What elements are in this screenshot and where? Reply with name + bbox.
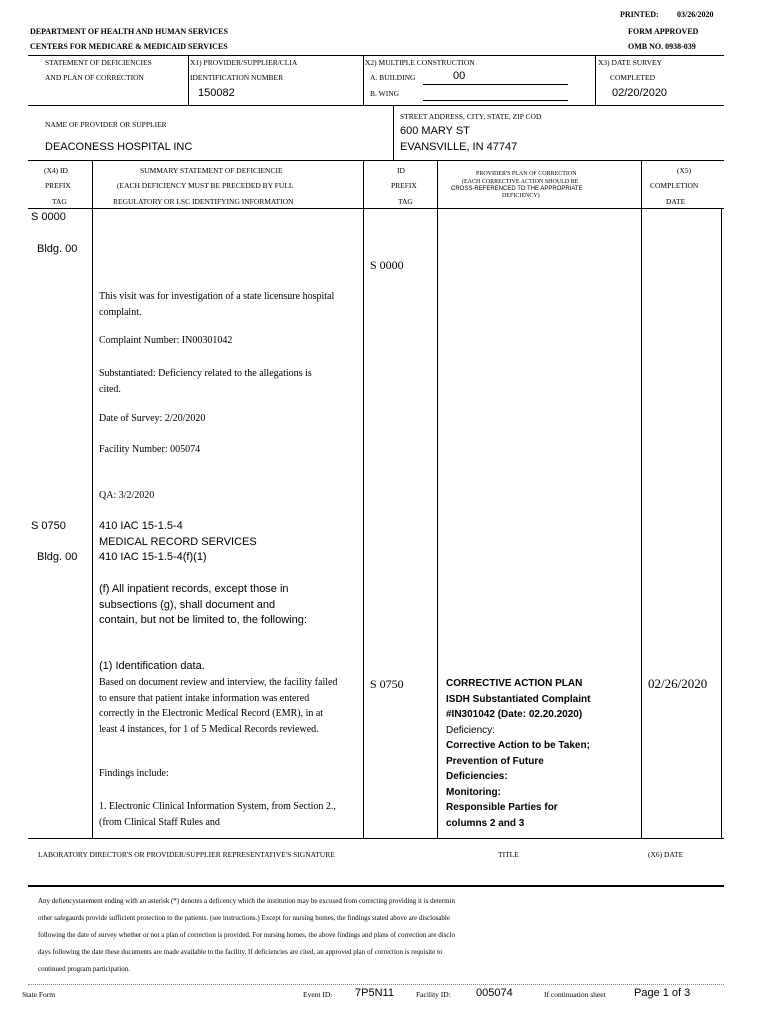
plan-header: PROVIDER'S PLAN OF CORRECTION <box>476 171 577 177</box>
cap-line-2: ISDH Substantiated Complaint <box>446 693 591 705</box>
findings-include: Findings include: <box>99 768 169 779</box>
address-label: STREET ADDRESS, CITY, STATE, ZIP COD <box>400 112 542 121</box>
rule <box>393 105 394 160</box>
printed-label: PRINTED: <box>620 10 659 19</box>
plan-label: AND PLAN OF CORRECTION <box>45 73 144 82</box>
completion-date: 02/26/2020 <box>648 676 708 691</box>
rule <box>28 838 724 839</box>
provider-name: DEACONESS HOSPITAL INC <box>45 141 193 153</box>
building-underline <box>423 84 568 85</box>
subsection-f-text: (f) All inpatient records, except those in subsections (g), shall document and contain, but not be limited to, the following: <box>99 583 307 626</box>
item1-text: 1. Electronic Clinical Information System, from Section 2., (from Clinical Staff Rules and <box>99 801 336 828</box>
rule <box>363 55 364 105</box>
visit-text: This visit was for investigation of a state licensure hospital complaint. <box>99 291 335 318</box>
rule <box>363 160 364 208</box>
building-value: 00 <box>453 70 466 82</box>
qa-text: QA: 3/2/2020 <box>99 490 155 501</box>
plan-sub3: DEFICIENCY) <box>502 193 540 199</box>
item1-paragraph <box>99 799 339 830</box>
x5-header: (X5) <box>677 166 692 175</box>
provider-name-label: NAME OF PROVIDER OR SUPPLIER <box>45 120 167 129</box>
department-title: DEPARTMENT OF HEALTH AND HUMAN SERVICES <box>30 27 228 36</box>
rule <box>28 984 724 985</box>
identification-data: (1) Identification data. <box>99 660 205 672</box>
tag-s0750-right: S 0750 <box>370 677 404 691</box>
x1-label: X1) PROVIDER/SUPPLIER/CLIA <box>190 58 298 67</box>
finding-text: Based on document review and interview, the facility failed to ensure that patient intake information was entered correctly in the Electronic Medical Record (EMR), in at least 4 instances, for 1 of 5 Medical Records reviewed. <box>99 677 338 735</box>
rule <box>721 208 722 838</box>
rule <box>28 105 724 106</box>
notice-line-2: other safegaurds provide sufficient protection to the patients. (see instructions.) Except for nursing homes, the findings stated above are disclosable <box>38 914 450 922</box>
address-city: EVANSVILLE, IN 47747 <box>400 141 518 153</box>
omb-number: OMB NO. 0938-039 <box>628 42 696 51</box>
notice-line-5: continued program participation. <box>38 965 130 973</box>
rule <box>28 55 724 56</box>
centers-title: CENTERS FOR MEDICARE & MEDICAID SERVICES <box>30 42 228 51</box>
title-label: TITLE <box>498 850 519 859</box>
rule <box>641 208 642 838</box>
tag-s0750: S 0750 <box>31 520 66 532</box>
event-id-value: 7P5N11 <box>355 987 394 999</box>
rule <box>437 160 438 208</box>
summary-header: SUMMARY STATEMENT OF DEFICIENCIE <box>140 166 283 175</box>
cap-line-1: CORRECTIVE ACTION PLAN <box>446 678 583 689</box>
continuation-label: If continuation sheet <box>544 990 606 999</box>
rule <box>437 208 438 838</box>
cap-line-10: columns 2 and 3 <box>446 817 525 829</box>
regulation-code: 410 IAC 15-1.5-4 <box>99 520 183 532</box>
x3-sublabel: COMPLETED <box>610 73 655 82</box>
survey-date-text: Date of Survey: 2/20/2020 <box>99 413 206 424</box>
id-header: ID <box>397 166 405 175</box>
x2-label: X2) MULTIPLE CONSTRUCTION <box>365 58 475 67</box>
notice-line-1: Any defiencystatement ending with an asterisk (*) denotes a deficency which the institution may be excused from correcting providing it is determin <box>38 897 455 905</box>
x5-completion: COMPLETION <box>650 181 699 190</box>
complaint-number: Complaint Number: IN00301042 <box>99 335 233 346</box>
state-form-label: State Form <box>22 990 56 999</box>
subsection-f-paragraph <box>99 582 314 629</box>
cap-line-7: Deficiencies: <box>446 771 508 782</box>
x3-label: X3) DATE SURVEY <box>598 58 662 67</box>
x4-prefix: PREFIX <box>45 181 71 190</box>
form-approved: FORM APPROVED <box>628 27 699 36</box>
finding-paragraph <box>99 675 339 737</box>
x5-date: DATE <box>666 197 686 206</box>
disclaimer-notice <box>38 893 718 978</box>
address-street: 600 MARY ST <box>400 125 470 137</box>
provider-id: 150082 <box>198 87 235 99</box>
substantiated-text: Substantiated: Deficiency related to the allegations is cited. <box>99 368 312 395</box>
rule <box>188 55 189 105</box>
cap-line-9: Responsible Parties for <box>446 802 558 813</box>
rule <box>28 885 724 887</box>
cap-line-4: Deficiency: <box>446 724 495 736</box>
x4-header: (X4) ID <box>44 166 68 175</box>
facility-id-label: Facility ID: <box>416 990 451 999</box>
statement-label: STATEMENT OF DEFICIENCIES <box>45 58 152 67</box>
corrective-action-plan <box>446 676 636 831</box>
printed-date: 03/26/2020 <box>677 10 714 19</box>
substantiated-paragraph <box>99 366 319 397</box>
tag-s0000-right: S 0000 <box>370 258 404 272</box>
building-label: A. BUILDING <box>370 73 416 82</box>
rule <box>28 160 724 161</box>
survey-date: 02/20/2020 <box>612 87 668 99</box>
cap-line-5: Corrective Action to be Taken; <box>446 740 590 751</box>
id-prefix: PREFIX <box>391 181 417 190</box>
tag-s0000: S 0000 <box>31 211 66 223</box>
rule <box>595 55 596 105</box>
bldg-2: Bldg. 00 <box>37 551 78 563</box>
event-id-label: Event ID: <box>303 990 333 999</box>
regulation-subsection: 410 IAC 15-1.5-4(f)(1) <box>99 551 207 563</box>
date-label: (X6) DATE <box>648 850 684 859</box>
summary-sub1: (EACH DEFICIENCY MUST BE PRECEDED BY FULL <box>117 181 294 190</box>
cap-line-6: Prevention of Future <box>446 755 544 767</box>
bldg-1: Bldg. 00 <box>37 243 78 255</box>
rule <box>363 208 364 838</box>
visit-paragraph <box>99 289 354 320</box>
x1-sublabel: IDENTIFICATION NUMBER <box>190 73 284 82</box>
rule <box>28 208 724 209</box>
plan-sub2: CROSS-REFERENCED TO THE APPROPRIATE <box>451 186 583 192</box>
summary-sub2: REGULATORY OR LSC IDENTIFYING INFORMATION <box>113 197 294 206</box>
page-number: Page 1 of 3 <box>634 987 691 999</box>
signature-label: LABORATORY DIRECTOR'S OR PROVIDER/SUPPLIER REPRESENTATIVE'S SIGNATURE <box>38 850 335 859</box>
regulation-title: MEDICAL RECORD SERVICES <box>99 536 257 548</box>
notice-line-4: days following the date these documents are made available to the facility. If deficiencies are cited, an approved plan of correction is requisite to <box>38 948 443 956</box>
x4-tag: TAG <box>52 197 67 206</box>
id-tag: TAG <box>398 197 413 206</box>
rule <box>92 208 93 838</box>
wing-label: B. WING <box>370 89 400 98</box>
rule <box>641 160 642 208</box>
rule <box>92 160 93 208</box>
cap-line-3: #IN301042 (Date: 02.20.2020) <box>446 709 583 720</box>
wing-underline <box>423 100 568 101</box>
cap-line-8: Monitoring: <box>446 786 501 798</box>
facility-id-value: 005074 <box>476 987 513 999</box>
plan-sub1: (EACH CORRECTIVE ACTION SHOULD BE <box>462 179 579 185</box>
facility-number-text: Facility Number: 005074 <box>99 444 201 455</box>
notice-line-3: following the date of survey whether or not a plan of correction is provided. For nursing homes, the above findings and plans of correction are disclo <box>38 931 455 939</box>
